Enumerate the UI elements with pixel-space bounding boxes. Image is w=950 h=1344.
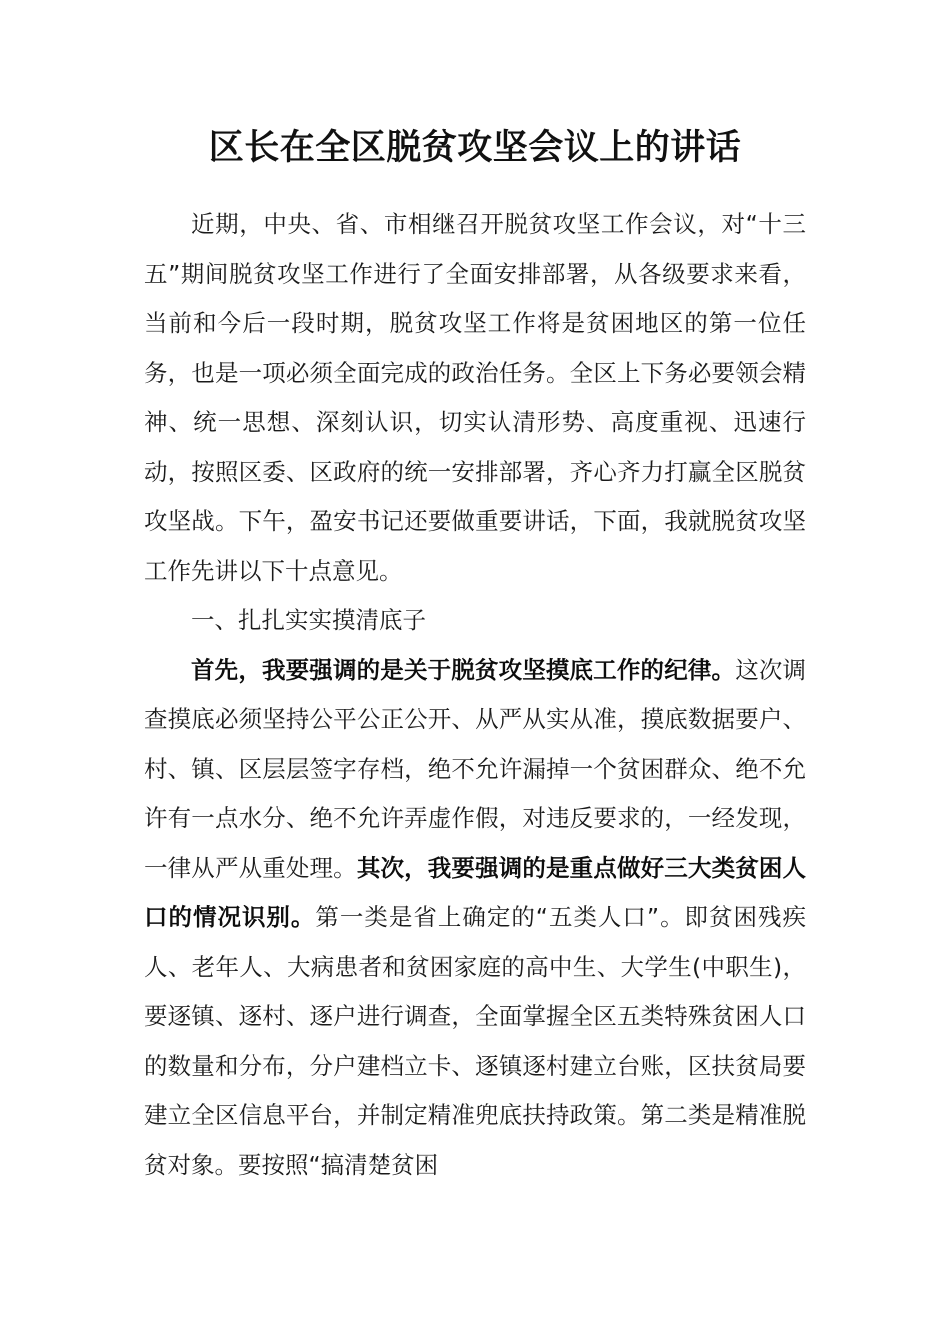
paragraph-text: 这次调查摸底必须坚持公平公正公开、从严从实从准，摸底数据要户、村、镇、区层层签字存档，绝不允许漏掉一个贫困群众、绝不允许有一点水分、绝不允许弄虚作假，对违反要求的，一经发现，一律从严从重处理。 — [144, 655, 807, 882]
emphasis-text: 首先，我要强调的是关于脱贫攻坚摸底工作的纪律。 — [191, 655, 736, 684]
emphasis-text: 其次，我要强调的是重点做好三大类贫困人口的情况识别。 — [144, 853, 807, 931]
section-paragraph — [144, 646, 806, 1191]
paragraph-text: 第一类是省上确定的“五类人口”。即贫困残疾人、老年人、大病患者和贫困家庭的高中生、大学生(中职生)，要逐镇、逐村、逐户进行调查，全面掌握全区五类特殊贫困人口的数量和分布，分户建档立卡、逐镇逐村建立台账，区扶贫局要建立全区信息平台，并制定精准兜底扶持政策。第二类是精准脱贫对象。要按照“搞清楚贫困 — [144, 903, 807, 1179]
document-body — [144, 172, 806, 1190]
section-heading: 一、扎扎实实摸清底子 — [191, 606, 426, 634]
document-title: 区长在全区脱贫攻坚会议上的讲话 — [208, 127, 742, 168]
intro-paragraph: 近期，中央、省、市相继召开脱贫攻坚工作会议，对“十三五”期间脱贫攻坚工作进行了全面安排部署，从各级要求来看，当前和今后一段时期，脱贫攻坚工作将是贫困地区的第一位任务，也是一项必须全面完成的政治任务。全区上下务必要领会精神、统一思想、深刻认识，切实认清形势、高度重视、迅速行动，按照区委、区政府的统一安排部署，齐心齐力打赢全区脱贫攻坚战。下午，盈安书记还要做重要讲话，下面，我就脱贫攻坚工作先讲以下十点意见。 — [144, 210, 806, 585]
